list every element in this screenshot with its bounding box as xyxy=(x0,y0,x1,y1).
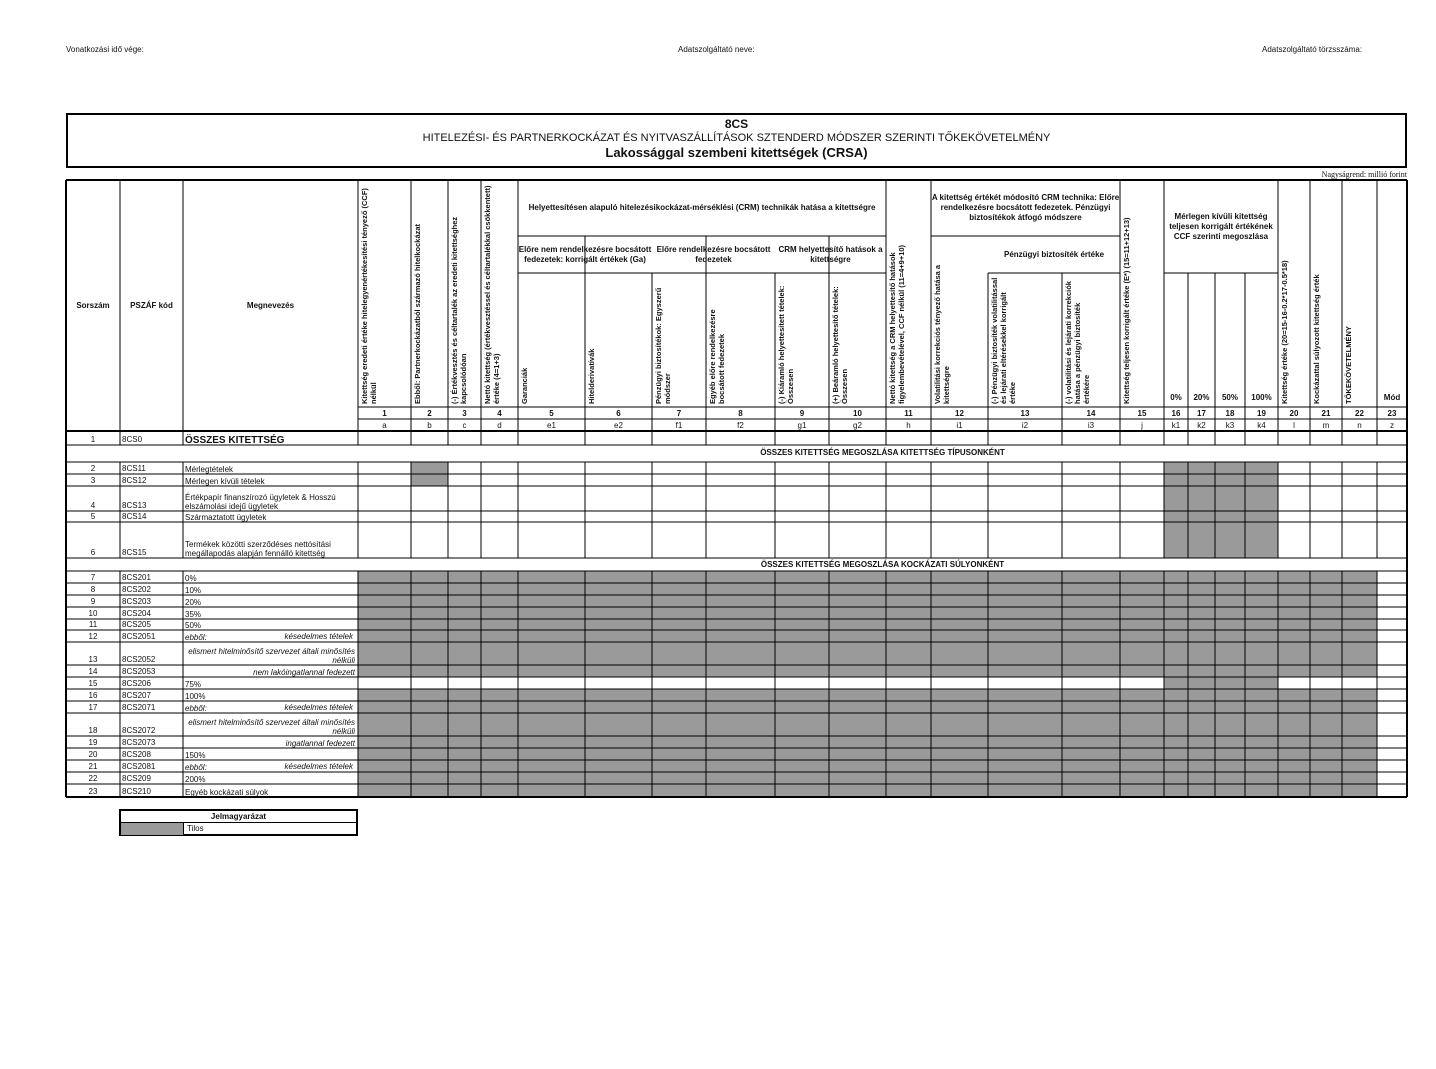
col-number-5: 5 xyxy=(549,409,554,418)
col-header-9: (-) Kiáramló helyettesített tételek: Összesen xyxy=(777,285,795,404)
row-code: 8CS15 xyxy=(122,548,147,557)
forbidden-cell xyxy=(358,784,1377,797)
row-number: 3 xyxy=(90,476,96,485)
col-letter-g1: g1 xyxy=(797,421,807,430)
col-number-8: 8 xyxy=(738,409,743,418)
forbidden-cell xyxy=(358,607,1377,619)
col-number-4: 4 xyxy=(497,409,502,418)
col-letter-k1: k1 xyxy=(1171,421,1181,430)
row-code: 8CS14 xyxy=(122,512,147,521)
forbidden-cell xyxy=(1164,677,1278,689)
col-header-12: Volatilitási korrekciós tényező hatása a kitettségre xyxy=(933,264,951,404)
forbidden-cell xyxy=(358,748,1377,760)
row-code: 8CS207 xyxy=(122,691,151,700)
col-letter-k4: k4 xyxy=(1257,421,1266,430)
col-number-23: 23 xyxy=(1387,409,1397,418)
col-header-10: (+) Beáramló helyettesítő tételek: Összesen xyxy=(831,286,849,404)
col-header-15: Kitettség teljesen korrigált értéke (E*) (15=11+12+13) xyxy=(1122,217,1131,404)
col-header-22: TŐKEKÖVETELMÉNY xyxy=(1344,326,1353,404)
forbidden-cell xyxy=(358,760,1377,772)
col-header-19: 100% xyxy=(1251,393,1272,402)
row-number: 13 xyxy=(88,655,98,664)
row-name-sub: késedelmes tételek xyxy=(284,762,353,771)
col-letter-i2: i2 xyxy=(1021,421,1029,430)
forbidden-cell xyxy=(1164,474,1278,486)
col-number-13: 13 xyxy=(1020,409,1030,418)
row-name: Értékpapír finanszírozó ügyletek & Hosszú elszámolási idejű ügyletek xyxy=(185,493,336,511)
unit-note: Nagyságrend: millió forint xyxy=(1321,170,1407,179)
row-name: 100% xyxy=(185,692,206,701)
col-header-8: Egyéb előre rendelkezésre bocsátott fedezetek xyxy=(708,309,726,404)
col-header-7: Pénzügyi biztosítékok: Egyszerű módszer xyxy=(654,287,672,404)
group-fin-collateral-method: A kitettség értékét módosító CRM technika: Előre rendelkezésre bocsátott fedezetek. Pénzügyi biztosítékok átfogó módszere xyxy=(931,193,1120,222)
row-code: 8CS210 xyxy=(122,787,151,796)
forbidden-cell xyxy=(358,665,1377,677)
col-header-6: Hitelderivatívák xyxy=(587,348,596,404)
col-header-14: (-) volatilitási és lejárati korrekciók hatása a pénzügyi biztosíték értékére xyxy=(1064,281,1091,404)
col-number-2: 2 xyxy=(427,409,432,418)
row-name: nem lakóingatlannal fedezett xyxy=(253,668,355,677)
row-name: elismert hitelminősítő szervezet általi minősítés nélküli xyxy=(188,718,355,736)
col-header-16: 0% xyxy=(1170,393,1182,402)
legend-forbidden-label: Tilos xyxy=(187,824,204,833)
col-letter-a: a xyxy=(382,421,387,430)
row-number: 9 xyxy=(90,597,96,606)
row-name: 10% xyxy=(185,586,202,595)
row-number: 12 xyxy=(88,632,98,641)
forbidden-cell xyxy=(358,772,1377,784)
section-by-weight: ÖSSZES KITETTSÉG MEGOSZLÁSA KOCKÁZATI SÚLYONKÉNT xyxy=(760,560,1005,569)
row-number: 7 xyxy=(90,573,96,582)
row-name: Termékek közötti szerződéses nettósítási megállapodás alapján fennálló kitettség xyxy=(185,540,331,558)
group-offbalance-ccf: Mérlegen kívüli kitettség teljesen korrigált értékének CCF szerinti megoszlása xyxy=(1169,211,1273,241)
col-header-17: 20% xyxy=(1193,393,1210,402)
row-number: 16 xyxy=(88,691,98,700)
row-name: Származtatott ügyletek xyxy=(185,513,267,522)
row-name-sub: késedelmes tételek xyxy=(284,703,353,712)
row-number: 11 xyxy=(88,620,98,629)
header-megnevezes: Megnevezés xyxy=(246,300,295,310)
row-name: 75% xyxy=(185,680,202,689)
row-code: 8CS202 xyxy=(122,585,151,594)
legend-title: Jelmagyarázat xyxy=(121,811,356,823)
row-name: 50% xyxy=(185,621,202,630)
row-name: ingatlannal fedezett xyxy=(285,739,355,748)
row-code: 8CS205 xyxy=(122,620,151,629)
forbidden-cell xyxy=(1164,511,1278,522)
col-letter-c: c xyxy=(462,421,467,430)
header-pszaf-kod: PSZÁF kód xyxy=(130,300,173,310)
row-code: 8CS201 xyxy=(122,573,151,582)
col-header-4: Nettó kitettség (értékvesztéssel és céltartalékkal csökkentett) értéke (4=1+3) xyxy=(483,185,501,404)
row-code: 8CS208 xyxy=(122,750,151,759)
col-number-16: 16 xyxy=(1171,409,1181,418)
forbidden-cell xyxy=(1164,462,1278,474)
row-number: 19 xyxy=(88,738,98,747)
col-letter-b: b xyxy=(427,421,432,430)
col-letter-f2: f2 xyxy=(737,421,744,430)
forbidden-cell xyxy=(411,474,448,486)
group-crm-substitution: Helyettesítésen alapuló hitelezésikockázat-mérséklési (CRM) technikák hatása a kitettségre xyxy=(528,203,876,212)
col-number-19: 19 xyxy=(1257,409,1266,418)
row-name: 200% xyxy=(185,775,206,784)
group-crm-effect: CRM helyettesítő hatások a kitettségre xyxy=(778,244,883,264)
col-number-21: 21 xyxy=(1321,409,1331,418)
row-code: 8CS11 xyxy=(122,464,146,473)
row-name: Mérlegen kívüli tételek xyxy=(185,477,265,486)
col-number-10: 10 xyxy=(853,409,862,418)
row-number: 1 xyxy=(90,435,96,444)
forbidden-cell xyxy=(358,595,1377,607)
provider-name-label: Adatszolgáltató neve: xyxy=(678,45,755,54)
form-subtitle: Lakossággal szembeni kitettségek (CRSA) xyxy=(605,145,868,160)
group-fin-collateral: Pénzügyi biztosíték értéke xyxy=(1003,249,1105,259)
row-code: 8CS206 xyxy=(122,679,151,688)
col-number-6: 6 xyxy=(616,409,621,418)
row-number: 17 xyxy=(88,703,98,712)
row-number: 21 xyxy=(88,762,98,771)
col-letter-m: m xyxy=(1322,421,1330,430)
col-letter-d: d xyxy=(497,421,502,430)
row-number: 23 xyxy=(88,787,98,796)
row-name: ebből: xyxy=(185,633,207,642)
row-code: 8CS209 xyxy=(122,774,151,783)
col-number-1: 1 xyxy=(382,409,387,418)
row-number: 2 xyxy=(90,464,96,473)
col-header-3: (-) Értékvesztés és céltartalék az eredeti kitettséghez kapcsolódóan xyxy=(450,216,468,404)
row-number: 4 xyxy=(90,501,96,510)
row-number: 10 xyxy=(88,609,98,618)
form-title: HITELEZÉSI- ÉS PARTNERKOCKÁZAT ÉS NYITVASZÁLLÍTÁSOK SZTENDERD MÓDSZER SZERINTI TŐKEKÖVETELMÉNY xyxy=(422,132,1051,144)
row-name: elismert hitelminősítő szervezet általi minősítés nélküli xyxy=(188,647,355,665)
ref-period-label: Vonatkozási idő vége: xyxy=(66,45,144,54)
group-funded: Előre rendelkezésre bocsátott fedezetek xyxy=(656,244,771,264)
row-name-sub: késedelmes tételek xyxy=(284,632,353,641)
col-number-11: 11 xyxy=(904,409,913,418)
col-letter-f1: f1 xyxy=(675,421,683,430)
forbidden-cell xyxy=(358,619,1377,630)
row-code: 8CS13 xyxy=(122,501,147,510)
row-number: 6 xyxy=(90,548,96,557)
row-name: Mérlegtételek xyxy=(185,465,234,474)
forbidden-cell xyxy=(358,571,1377,583)
forbidden-cell xyxy=(358,713,1377,736)
group-unfunded: Előre nem rendelkezésre bocsátott fedezetek: korrigált értékek (Ga) xyxy=(518,244,652,264)
row-name: Egyéb kockázati súlyok xyxy=(185,788,269,797)
col-letter-k3: k3 xyxy=(1225,421,1235,430)
col-letter-e1: e1 xyxy=(547,421,556,430)
row-code: 8CS2052 xyxy=(122,655,156,664)
form-code: 8CS xyxy=(724,117,749,131)
col-number-9: 9 xyxy=(799,409,805,418)
row-name: ÖSSZES KITETTSÉG xyxy=(185,435,285,445)
row-code: 8CS2053 xyxy=(122,667,156,676)
legend-forbidden-swatch xyxy=(121,823,184,835)
row-name: 35% xyxy=(185,610,202,619)
col-letter-k2: k2 xyxy=(1197,421,1206,430)
col-number-12: 12 xyxy=(955,409,964,418)
col-header-2: Ebből: Partnerkockázatból származó hitelkockázat xyxy=(413,223,422,404)
col-letter-i1: i1 xyxy=(956,421,963,430)
row-number: 22 xyxy=(88,774,98,783)
col-number-7: 7 xyxy=(676,409,682,418)
col-letter-g2: g2 xyxy=(853,421,862,430)
col-letter-l: l xyxy=(1293,421,1295,430)
legend xyxy=(119,809,358,836)
row-name: ebből: xyxy=(185,704,207,713)
forbidden-cell xyxy=(358,689,1377,701)
col-number-14: 14 xyxy=(1086,409,1096,418)
col-letter-e2: e2 xyxy=(614,421,623,430)
col-number-18: 18 xyxy=(1225,409,1235,418)
col-letter-n: n xyxy=(1357,421,1362,430)
forbidden-cell xyxy=(358,583,1377,595)
row-name: 20% xyxy=(185,598,202,607)
row-name: 0% xyxy=(185,574,197,583)
row-number: 5 xyxy=(90,512,96,521)
col-number-20: 20 xyxy=(1289,409,1299,418)
row-code: 8CS2071 xyxy=(122,703,156,712)
forbidden-cell xyxy=(1164,486,1278,511)
col-header-18: 50% xyxy=(1221,393,1238,402)
row-code: 8CS12 xyxy=(122,476,147,485)
forbidden-cell xyxy=(411,462,448,474)
row-code: 8CS204 xyxy=(122,609,151,618)
row-number: 15 xyxy=(88,679,98,688)
col-header-1: Kitettség eredeti értéke hitelegyenértékesítési tényező (CCF) nélkül xyxy=(360,188,378,404)
col-letter-i3: i3 xyxy=(1087,421,1095,430)
col-number-15: 15 xyxy=(1137,409,1147,418)
col-header-21: Kockázattal súlyozott kitettség érték xyxy=(1312,274,1321,404)
row-code: 8CS2051 xyxy=(122,632,156,641)
row-number: 20 xyxy=(88,750,98,759)
row-code: 8CS203 xyxy=(122,597,151,606)
provider-id-label: Adatszolgáltató törzsszáma: xyxy=(1262,45,1363,54)
col-header-20: Kitettség értéke (20=15-16-0.2*17-0.5*18) xyxy=(1280,260,1289,404)
forbidden-cell xyxy=(1164,522,1278,558)
row-number: 18 xyxy=(88,726,98,735)
section-by-type: ÖSSZES KITETTSÉG MEGOSZLÁSA KITETTSÉG TÍPUSONKÉNT xyxy=(760,448,1005,457)
col-number-3: 3 xyxy=(462,409,467,418)
row-number: 14 xyxy=(88,667,98,676)
header-sorszam: Sorszám xyxy=(76,300,110,310)
col-letter-j: j xyxy=(1141,421,1143,430)
row-code: 8CS0 xyxy=(122,435,143,444)
col-header-13: (-) Pénzügyi biztosíték volatilitással és lejárati eltérésekkel korrigált értéke xyxy=(990,277,1017,404)
forbidden-cell xyxy=(358,736,1377,748)
row-code: 8CS2072 xyxy=(122,726,156,735)
row-code: 8CS2073 xyxy=(122,738,156,747)
forbidden-cell xyxy=(358,701,1377,713)
forbidden-cell xyxy=(358,642,1377,665)
col-number-17: 17 xyxy=(1197,409,1206,418)
row-name: 150% xyxy=(185,751,206,760)
col-letter-h: h xyxy=(906,421,911,430)
row-name: ebből: xyxy=(185,763,207,772)
col-number-22: 22 xyxy=(1355,409,1364,418)
col-header-11: Nettó kitettség a CRM helyettesítő hatások figyelembevételével, CCF nélkül (11=4+9+10) xyxy=(888,244,906,404)
col-letter-z: z xyxy=(1390,421,1394,430)
row-code: 8CS2081 xyxy=(122,762,156,771)
col-header-23: Mód xyxy=(1383,393,1401,402)
forbidden-cell xyxy=(358,630,1377,642)
col-header-5: Garanciák xyxy=(520,367,529,404)
row-number: 8 xyxy=(90,585,96,594)
